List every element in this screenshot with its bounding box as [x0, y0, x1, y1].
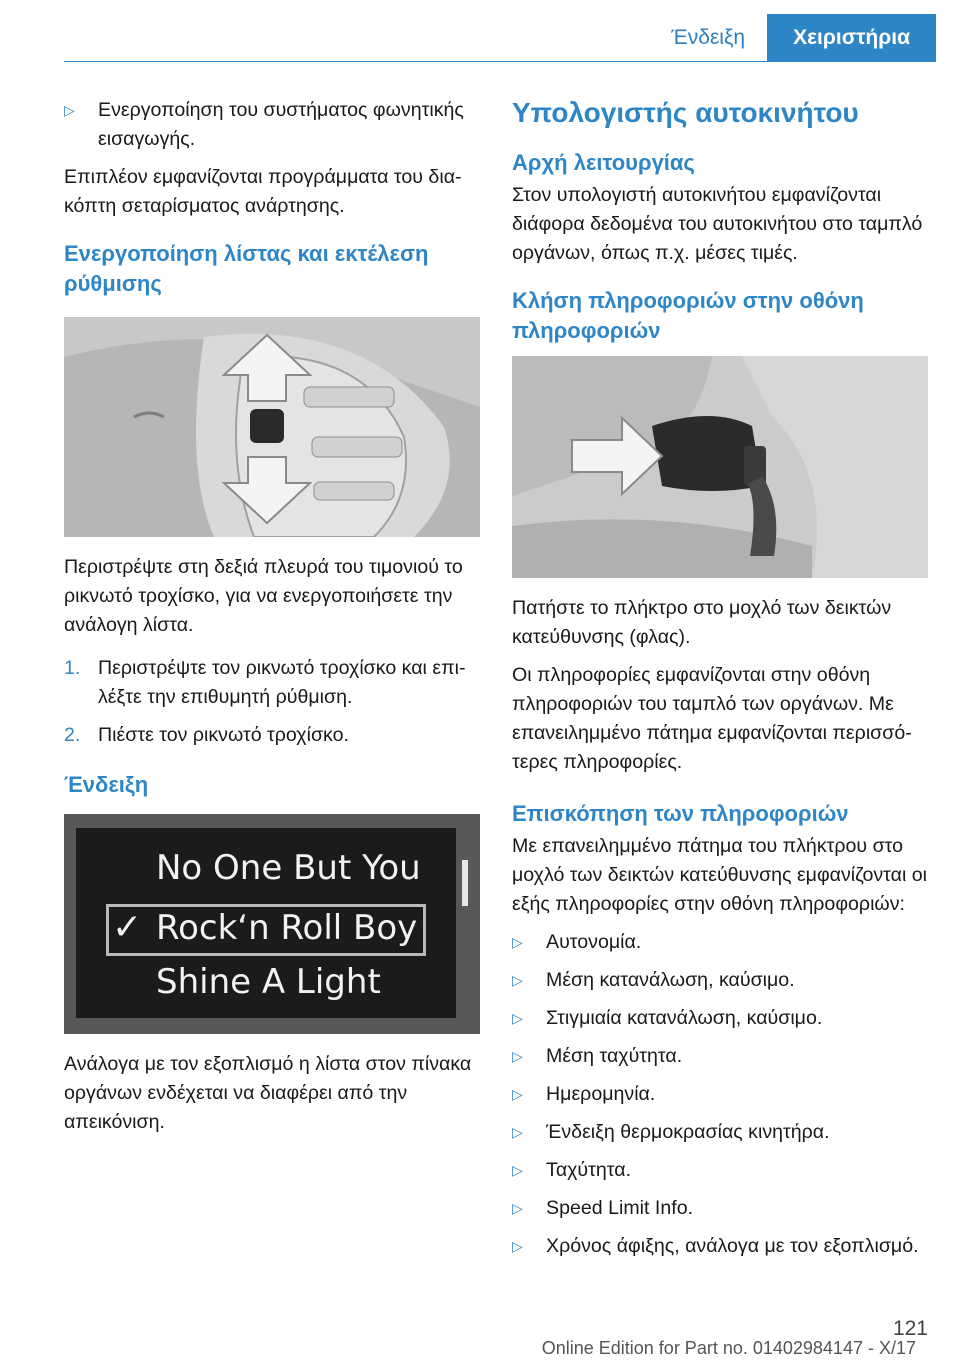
tab-display[interactable]: Ένδειξη — [671, 26, 746, 49]
stalk-illustration — [512, 356, 928, 578]
subheading-principle: Αρχή λειτουργίας — [512, 150, 695, 175]
list-item-text: Χρόνος άφιξης, ανάλογα με τον εξοπλισμό. — [546, 1235, 919, 1257]
list-item-text: Speed Limit Info. — [546, 1197, 694, 1219]
list-item-text: Ενεργοποίηση του συστήματος φωνητικής εισαγωγής. — [98, 99, 464, 150]
subheading-overview: Επισκόπηση των πληροφοριών — [512, 801, 849, 826]
right-column — [512, 96, 928, 1270]
triangle-bullet-icon: ▷ — [64, 102, 75, 118]
list-item — [512, 1118, 928, 1147]
edition-note: Online Edition for Part no. 01402984147 - X/17 — [541, 1338, 916, 1358]
list-item — [512, 1004, 928, 1033]
triangle-bullet-icon: ▷ — [512, 934, 523, 950]
list-item-text: Μέση κατανάλωση, καύσιμο. — [546, 969, 795, 991]
list-item — [64, 96, 480, 154]
section-heading-call-info: Κλήση πληροφοριών στην οθόνη πληροφοριών — [512, 288, 864, 343]
left-column — [64, 96, 480, 1146]
page-title: Υπολογιστής αυτοκινήτου — [512, 97, 859, 128]
header-tabs — [649, 14, 936, 62]
display-scrollbar — [462, 860, 468, 906]
display-list-item: No One But You — [156, 848, 421, 888]
paragraph: Οι πληροφορίες εμφανίζονται στην οθόνη πληροφοριών του ταμπλό των οργάνων. Με επανειλημμένο πάτημα εμφανίζονται περισσότερες πληροφορίες. — [512, 664, 912, 773]
list-item-text: Μέση ταχύτητα. — [546, 1045, 683, 1067]
steering-wheel-illustration — [64, 317, 480, 537]
section-heading-display: Ένδειξη — [64, 772, 149, 797]
page-number: 121 — [892, 1317, 928, 1340]
step-text: Πιέστε τον ρικνωτό τροχίσκο. — [98, 724, 349, 746]
paragraph: Επιπλέον εμφανίζονται προγράμματα του διακόπτη σεταρίσματος ανάρτησης. — [64, 166, 462, 217]
list-item — [512, 1042, 928, 1071]
triangle-bullet-icon: ▷ — [512, 1162, 523, 1178]
list-item — [512, 966, 928, 995]
list-item — [512, 928, 928, 957]
instrument-display-image — [64, 814, 480, 1034]
triangle-bullet-icon: ▷ — [512, 1200, 523, 1216]
list-item — [512, 1232, 928, 1261]
step-text: Περιστρέψτε τον ρικνωτό τροχίσκο και επιλέξτε την επιθυμητή ρύθμιση. — [98, 657, 466, 708]
display-list-item: Shine A Light — [156, 962, 381, 1002]
triangle-bullet-icon: ▷ — [512, 1048, 523, 1064]
list-item-text: Αυτονομία. — [546, 931, 642, 953]
paragraph: Στον υπολογιστή αυτοκινήτου εμφανίζονται διάφορα δεδομένα του αυτοκινήτου στο ταμπλό οργάνων, όπως π.χ. μέσες τιμές. — [512, 184, 923, 264]
list-item-text: Ένδειξη θερμοκρασίας κινητήρα. — [546, 1121, 830, 1143]
triangle-bullet-icon: ▷ — [512, 1124, 523, 1140]
paragraph: Ανάλογα με τον εξοπλισμό η λίστα στον πίνακα οργάνων ενδέχεται να διαφέρει από την απεικόνιση. — [64, 1053, 472, 1133]
step-number: 1. — [64, 657, 81, 679]
display-screen — [76, 828, 456, 1018]
turn-signal-stalk-image — [512, 356, 928, 578]
header-rule — [64, 61, 936, 62]
list-item — [512, 1156, 928, 1185]
list-item — [64, 654, 480, 712]
paragraph: Περιστρέψτε στη δεξιά πλευρά του τιμονιού το ρικνωτό τροχίσκο, για να ενεργοποιήσετε την ανάλογη λίστα. — [64, 556, 463, 636]
paragraph: Πατήστε το πλήκτρο στο μοχλό των δεικτών κατεύθυνσης (φλας). — [512, 597, 892, 648]
step-number: 2. — [64, 724, 81, 746]
list-item — [512, 1194, 928, 1223]
triangle-bullet-icon: ▷ — [512, 1086, 523, 1102]
section-heading-activation: Ενεργοποίηση λίστας και εκτέλεση ρύθμισης — [64, 241, 429, 296]
triangle-bullet-icon: ▷ — [512, 1010, 523, 1026]
tab-controls[interactable]: Χειριστήρια — [767, 14, 936, 62]
check-icon: ✓ — [112, 907, 143, 948]
triangle-bullet-icon: ▷ — [512, 1238, 523, 1254]
list-item — [512, 1080, 928, 1109]
display-list-item-selected: Rock‘n Roll Boy — [156, 908, 418, 948]
list-item-text: Στιγμιαία κατανάλωση, καύσιμο. — [546, 1007, 823, 1029]
list-item-text: Ημερομηνία. — [546, 1083, 656, 1105]
paragraph: Με επανειλημμένο πάτημα του πλήκτρου στο μοχλό των δεικτών κατεύθυνσης εμφανίζονται οι εξής πληροφορίες στην οθόνη πληροφοριών: — [512, 835, 928, 915]
steering-wheel-image — [64, 317, 480, 537]
triangle-bullet-icon: ▷ — [512, 972, 523, 988]
list-item — [64, 721, 480, 750]
list-item-text: Ταχύτητα. — [546, 1159, 632, 1181]
